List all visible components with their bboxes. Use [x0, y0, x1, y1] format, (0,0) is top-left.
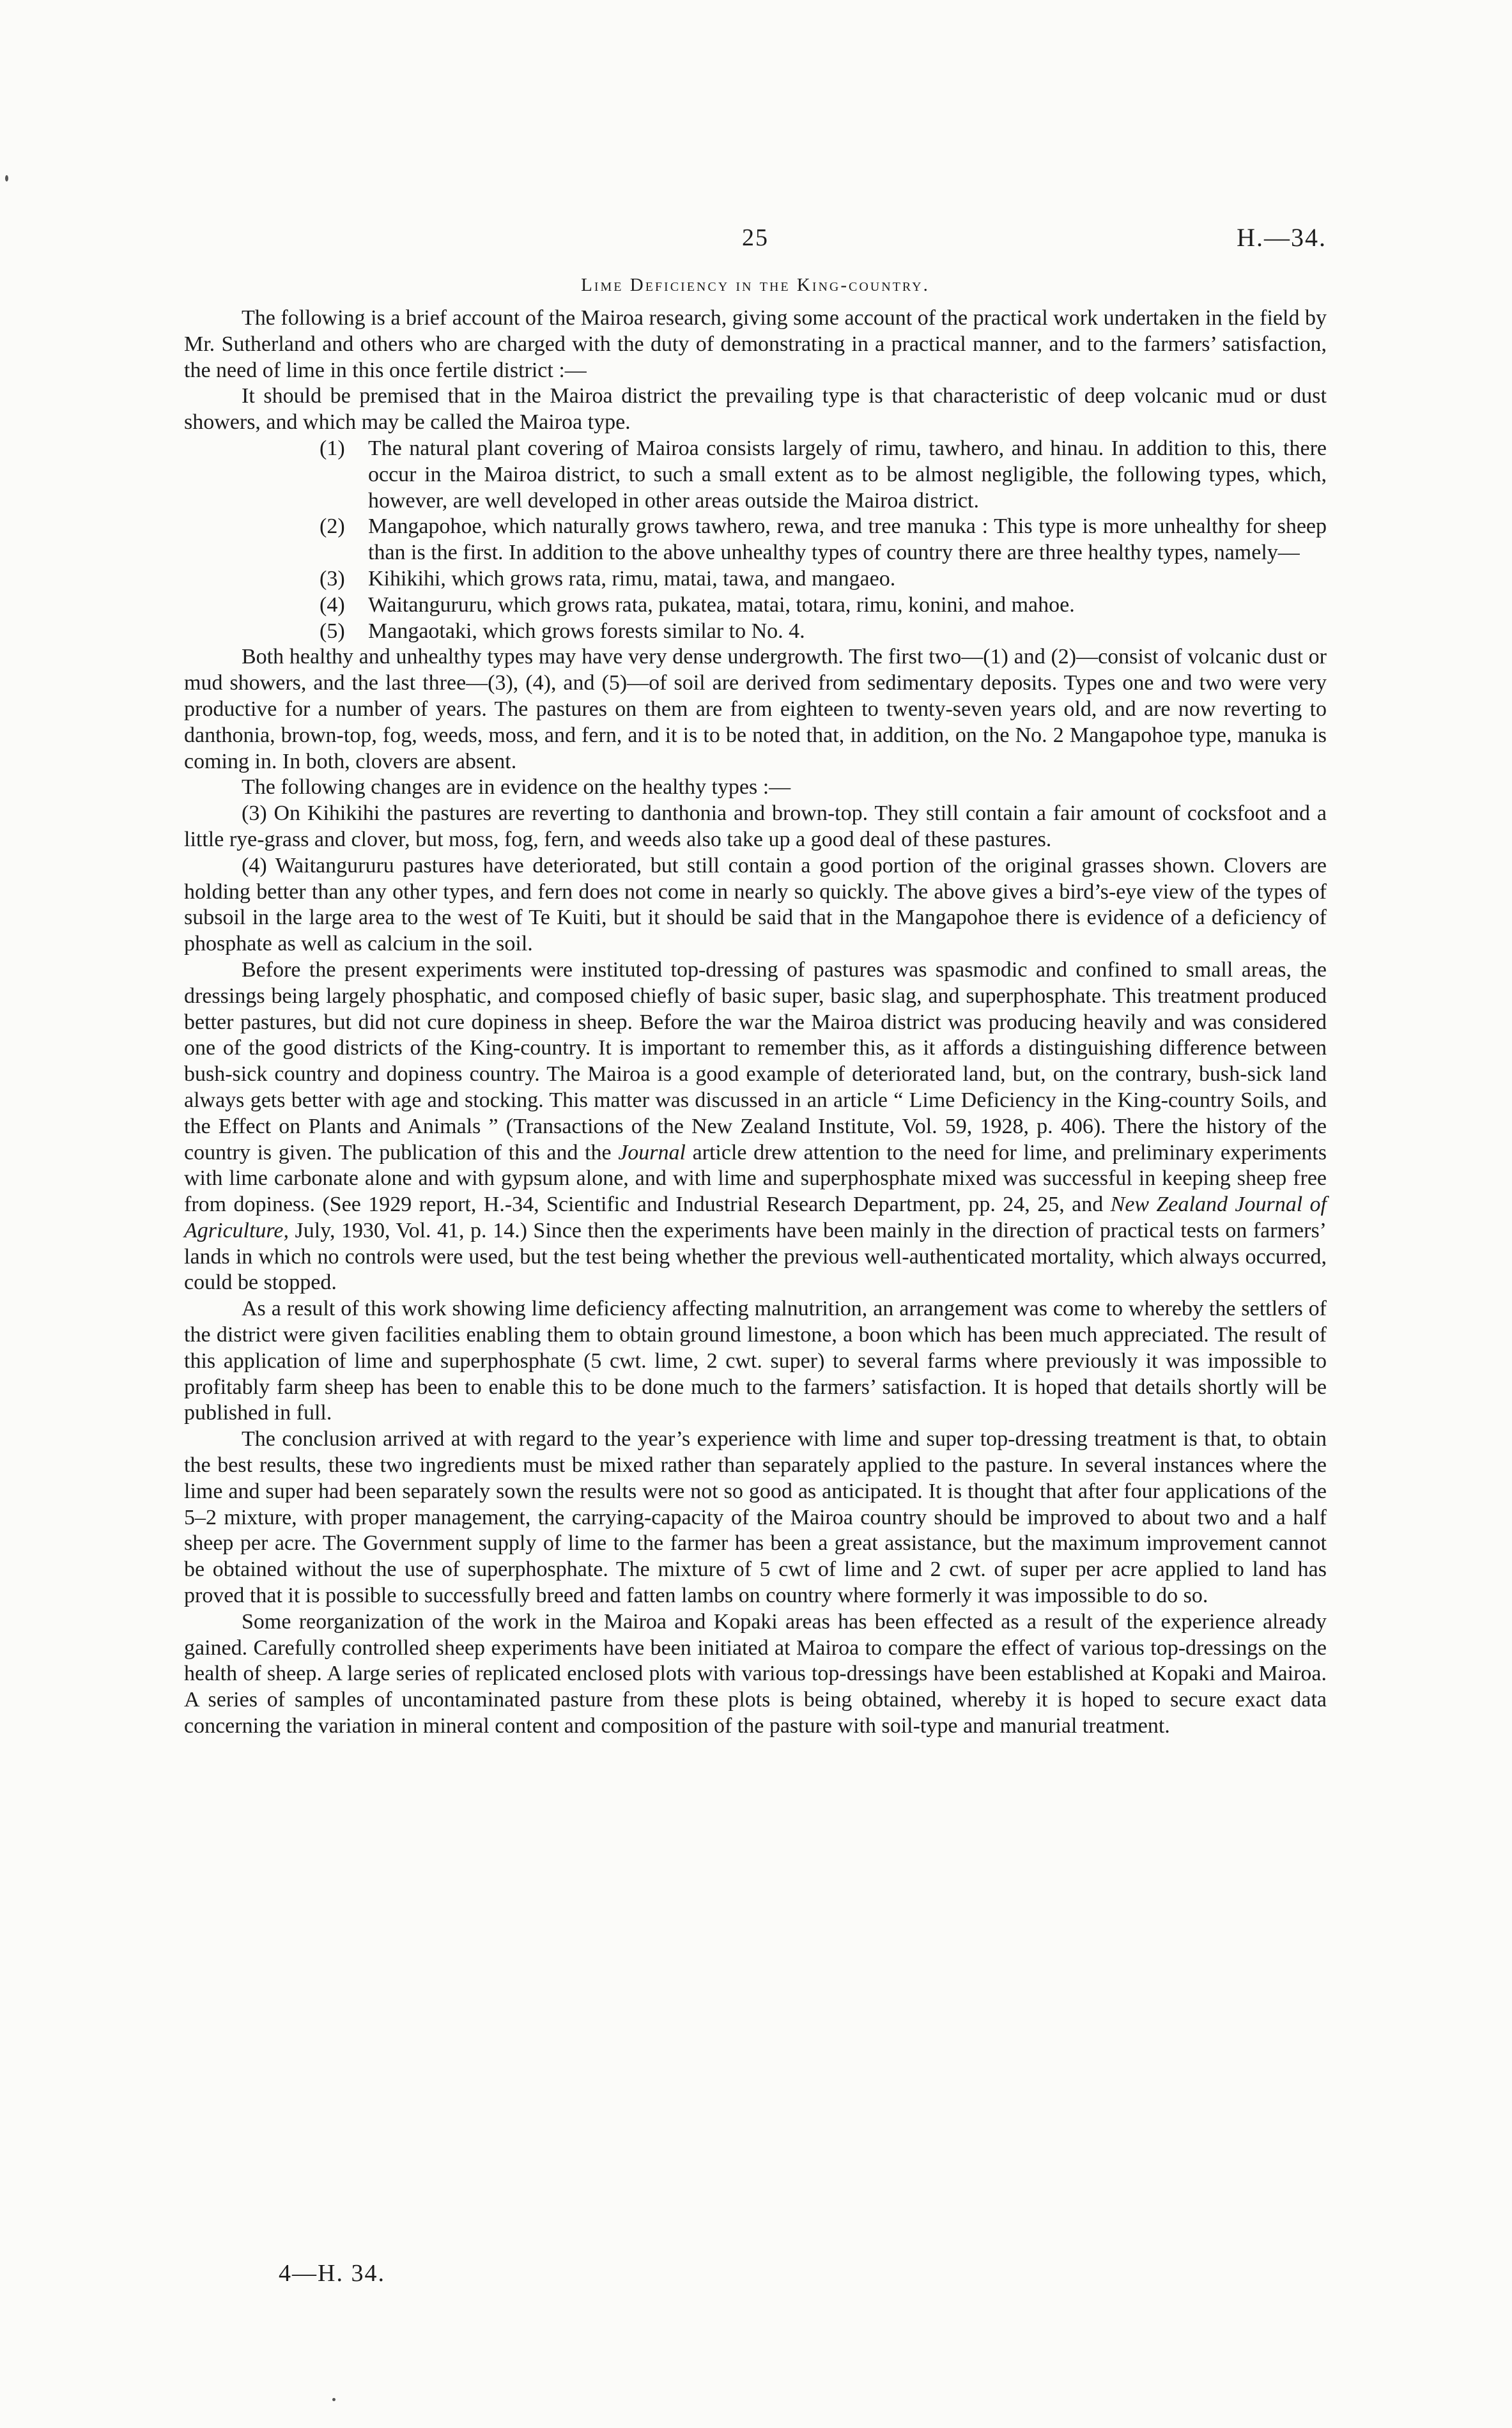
article-body — [184, 305, 1327, 1740]
item-number: (3) — [320, 566, 345, 591]
article-title: Lime Deficiency in the King-country. — [581, 275, 930, 295]
item-text: Kihikihi, which grows rata, rimu, matai, tawa, and mangaeo. — [368, 566, 896, 591]
item-number: (4) — [320, 592, 345, 617]
conclusion-paragraph: The conclusion arrived at with regard to the year’s experience with lime and super top-dressing treatment is that, to obtain the best results, these two ingredients must be mixed rather than separately applied to the pasture. In several instances where the lime and super had been separately sown the results were not so good as anticipated. It is thought that after four applications of the 5–2 mixture, with proper management, the carrying-capacity of the Mairoa country should be improved to about two and a half sheep per acre. The Government supply of lime to the farmer has been a great assistance, but the maximum improvement cannot be obtained without the use of superphosphate. The mixture of 5 cwt of lime and 2 cwt. of super per acre applied to land has proved that it is possible to successfully breed and fatten lambs on country where formerly it was impossible to do so. — [184, 1427, 1327, 1608]
result-paragraph: As a result of this work showing lime deficiency affecting malnutrition, an arrangement was come to whereby the settlers of the district were given facilities enabling them to obtain ground limestone, a boon which has been much appreciated. The result of this application of lime and superphosphate (5 cwt. lime, 2 cwt. super) to several farms where previously it was impossible to profitably farm sheep has been to enable this to be done much to the farmers’ satisfaction. It is hoped that details shortly will be published in full. — [184, 1297, 1327, 1425]
scan-speck — [5, 175, 8, 182]
page-number: 25 — [742, 224, 769, 251]
soil-type-item — [320, 566, 1327, 592]
premise-paragraph: It should be premised that in the Mairoa district the prevailing type is that characteristic of deep volcanic mud or dust showers, and which may be called the Mairoa type. — [184, 384, 1327, 435]
history-text-3: July, 1930, Vol. 41, p. 14.) Since then the experiments have been mainly in the direction of practical tests on farmers’ lands in which no controls were used, but the test being whether the previous well-authenticated mortality, which always occurred, could be stopped. — [184, 1218, 1327, 1295]
document-page — [184, 0, 1327, 2428]
changes-paragraph: The following changes are in evidence on the healthy types :— — [242, 775, 791, 800]
soil-type-item — [320, 592, 1327, 619]
sheet-signature: 4—H. 34. — [279, 2260, 385, 2287]
history-text-2: article drew attention to the need for lime, and preliminary experiments with lime carbonate alone and with gypsum alone, and with lime and superphosphate mixed was successful in keeping sheep free from dopiness. (See 1929 report, H.-34, Scientific and Industrial Research Department, pp. 24, 25, and — [184, 1140, 1327, 1217]
kihikihi-paragraph: (3) On Kihikihi the pastures are reverting to danthonia and brown-top. They still contain a fair amount of cocksfoot and a little rye-grass and clover, but moss, fog, fern, and weeds also take up a good deal of these pastures. — [184, 801, 1327, 851]
soil-type-item — [320, 514, 1327, 566]
types-paragraph: Both healthy and unhealthy types may have very dense undergrowth. The first two—(1) and (2)—consist of volcanic dust or mud showers, and the last three—(3), (4), and (5)—of soil are derived from sedimentary deposits. Types one and two were very productive for a number of years. The pastures on them are from eighteen to twenty-seven years old, and are now reverting to danthonia, brown-top, fog, weeds, moss, and fern, and it is to be noted that, in addition, on the No. 2 Mangapohoe type, manuka is coming in. In both, clovers are absent. — [184, 645, 1327, 773]
item-number: (5) — [320, 619, 345, 643]
paper-code: H.—34. — [1237, 223, 1327, 252]
item-text: Mangaotaki, which grows forests similar to No. 4. — [368, 619, 805, 643]
journal-word: Journal — [618, 1140, 686, 1164]
soil-type-item — [320, 436, 1327, 514]
history-text-1: Before the present experiments were instituted top-dressing of pastures was spasmodic and confined to small areas, the dressings being largely phosphatic, and composed chiefly of basic super, basic slag, and superphosphate. This treatment produced better pastures, but did not cure dopiness in sheep. Before the war the Mairoa district was producing heavily and was considered one of the good districts of the King-country. It is important to remember this, as it affords a distinguishing difference between bush-sick country and dopiness country. The Mairoa is a good example of deteriorated land, but, on the contrary, bush-sick land always gets better with age and stocking. This matter was discussed in an article “ Lime Deficiency in the King-country Soils, and the Effect on Plants and Animals ” (Transactions of the New Zealand Institute, Vol. 59, 1928, p. 406). There the history of the country is given. The publication of this and the — [184, 957, 1327, 1164]
reorganization-paragraph: Some reorganization of the work in the Mairoa and Kopaki areas has been effected as a result of the experience already gained. Carefully controlled sheep experiments have been initiated at Mairoa to compare the effect of various top-dressings on the health of sheep. A large series of replicated enclosed plots with various top-dressings have been established at Kopaki and Mairoa. A series of samples of uncontaminated pasture from these plots is being obtained, whereby it is hoped to secure exact data concerning the variation in mineral content and composition of the pasture with soil-type and manurial treatment. — [184, 1609, 1327, 1738]
item-number: (1) — [320, 436, 345, 460]
item-text: Waitangururu, which grows rata, pukatea, matai, totara, rimu, konini, and mahoe. — [368, 592, 1075, 617]
item-text: Mangapohoe, which naturally grows tawhero, rewa, and tree manuka : This type is more unhealthy for sheep than is the first. In addition to the above unhealthy types of country there are three healthy types, namely— — [368, 514, 1327, 565]
item-number: (2) — [320, 514, 345, 539]
waitangururu-paragraph: (4) Waitangururu pastures have deteriorated, but still contain a good portion of the original grasses shown. Clovers are holding better than any other types, and fern does not come in nearly so quickly. The above gives a bird’s-eye view of the types of subsoil in the large area to the west of Te Kuiti, but it should be said that in the Mangapohoe there is evidence of a deficiency of phosphate as well as calcium in the soil. — [184, 853, 1327, 956]
intro-paragraph: The following is a brief account of the Mairoa research, giving some account of the practical work undertaken in the field by Mr. Sutherland and others who are charged with the duty of demonstrating in a practical manner, and to the farmers’ satisfaction, the need of lime in this once fertile district :— — [184, 306, 1327, 382]
item-text: The natural plant covering of Mairoa consists largely of rimu, tawhero, and hinau. In addition to this, there occur in the Mairoa district, to such a small extent as to be almost negligible, the following types, which, however, are well developed in other areas outside the Mairoa district. — [368, 436, 1327, 513]
soil-type-list — [184, 436, 1327, 644]
soil-type-item — [320, 619, 1327, 645]
running-header — [184, 220, 1327, 256]
scan-speck — [332, 2398, 336, 2401]
history-paragraph — [184, 957, 1327, 1296]
journal-title: New Zealand Journal of Agriculture, — [184, 1193, 1327, 1242]
